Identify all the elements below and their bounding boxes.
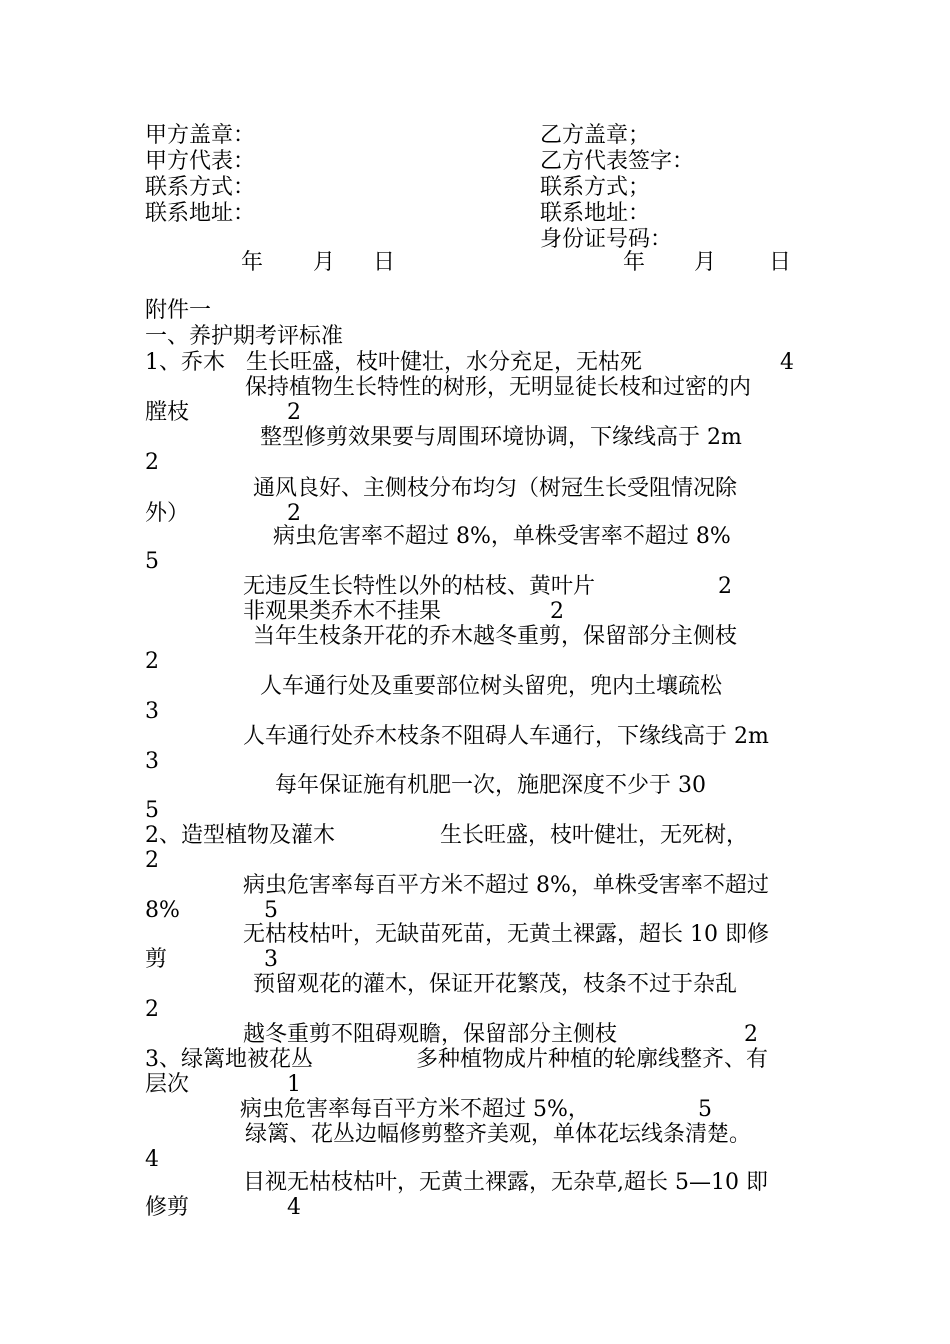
party-b-seal-label: 乙方盖章； [540,123,651,148]
score: 2 [145,649,159,674]
score: 3 [264,947,278,972]
score: 2 [287,501,301,526]
party-a-date-year: 年 [241,250,264,275]
party-a-contact-label: 联系方式： [145,175,256,200]
text-line: 多种植物成片种植的轮廓线整齐、有 [416,1047,769,1072]
text-line: 目视无枯枝枯叶，无黄土裸露，无杂草,超长 5—10 即 [243,1170,768,1195]
text-line: 病虫危害率不超过 8%，单株受害率不超过 8% [273,524,731,549]
party-b-contact-label: 联系方式； [540,175,651,200]
text-line: 修剪 [145,1195,190,1220]
party-a-seal-label: 甲方盖章： [145,123,256,148]
score: 3 [145,699,159,724]
section-title: 一、养护期考评标准 [145,324,344,349]
text-line: 当年生枝条开花的乔木越冬重剪，保留部分主侧枝 [253,624,738,649]
text-line: 病虫危害率每百平方米不超过 5%， [240,1097,590,1122]
score: 2 [145,848,159,873]
text-line: 保持植物生长特性的树形，无明显徒长枝和过密的内 [245,375,752,400]
score: 5 [264,898,278,923]
score: 2 [550,599,564,624]
text-line: 1、乔木 生长旺盛，枝叶健壮，水分充足，无枯死 [145,350,642,375]
party-b-date-month: 月 [694,250,717,275]
text-line: 整型修剪效果要与周围环境协调，下缘线高于 2m [260,425,742,450]
text-line: 剪 [145,947,168,972]
score: 2 [718,574,732,599]
text-line: 人车通行处及重要部位树头留兜，兜内土壤疏松 [260,674,723,699]
text-line: 8% [145,898,180,923]
text-line: 非观果类乔木不挂果 [243,599,442,624]
text-line: 通风良好、主侧枝分布均匀（树冠生长受阻情况除 [253,476,738,501]
party-a-date-month: 月 [313,250,336,275]
score: 2 [287,400,301,425]
score: 5 [145,798,159,823]
attachment-heading: 附件一 [145,298,212,323]
text-line: 无枯枝枯叶，无缺苗死苗，无黄土裸露，超长 10 即修 [243,922,769,947]
text-line: 越冬重剪不阻碍观瞻，保留部分主侧枝 [243,1022,618,1047]
party-b-id-label: 身份证号码： [540,227,673,252]
score: 4 [780,350,794,375]
party-b-date-day: 日 [769,250,792,275]
party-a-address-label: 联系地址： [145,201,256,226]
score: 3 [145,749,159,774]
party-b-address-label: 联系地址： [540,201,651,226]
text-line: 2、造型植物及灌木 [145,823,335,848]
text-line: 绿篱、花丛边幅修剪整齐美观，单体花坛线条清楚。 [245,1122,752,1147]
score: 2 [145,450,159,475]
text-line: 无违反生长特性以外的枯枝、黄叶片 [243,574,596,599]
text-line: 3、绿篱地被花丛 [145,1047,313,1072]
score: 4 [145,1147,159,1172]
score: 5 [145,549,159,574]
text-line: 膛枝 [145,400,190,425]
text-line: 外） [145,501,190,526]
text-line: 生长旺盛，枝叶健壮，无死树， [440,823,749,848]
party-b-rep-label: 乙方代表签字： [540,149,695,174]
text-line: 预留观花的灌木，保证开花繁茂，枝条不过于杂乱 [253,972,738,997]
text-line: 病虫危害率每百平方米不超过 8%，单株受害率不超过 [243,873,769,898]
score: 2 [145,997,159,1022]
score: 4 [287,1195,301,1220]
score: 5 [698,1097,712,1122]
score: 2 [744,1022,758,1047]
party-a-rep-label: 甲方代表： [145,149,256,174]
score: 1 [287,1072,301,1097]
party-a-date-day: 日 [373,250,396,275]
text-line: 层次 [145,1072,190,1097]
text-line: 人车通行处乔木枝条不阻碍人车通行，下缘线高于 2m [243,724,769,749]
party-b-date-year: 年 [623,250,646,275]
text-line: 每年保证施有机肥一次，施肥深度不少于 30 [275,773,706,798]
